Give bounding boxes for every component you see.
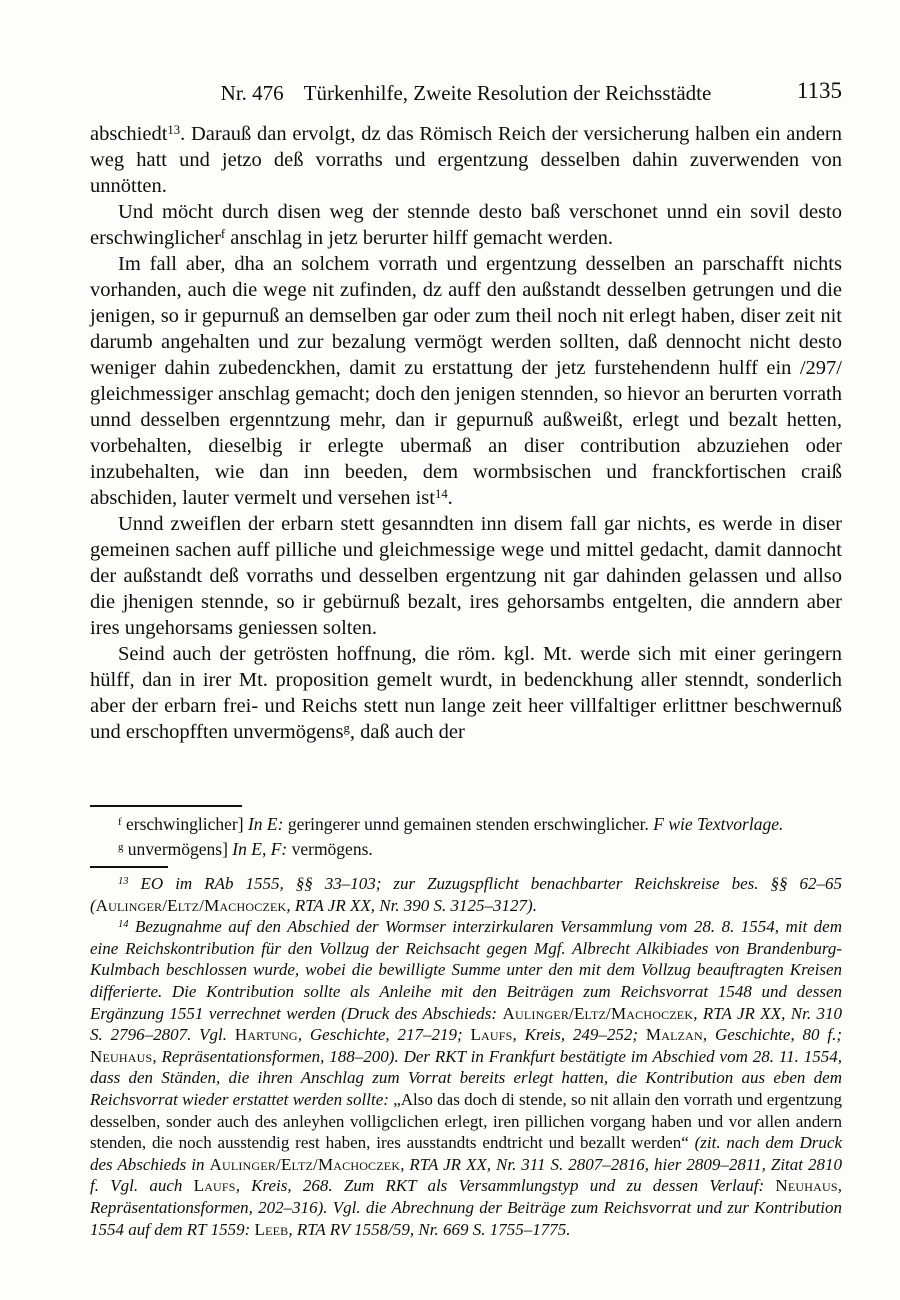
footnote-divider-rule (90, 866, 168, 868)
body-paragraph-3: Im fall aber, dha an solchem vorrath und ergentzung desselben an parschafft nichts vorhanden, auch die wege nit zufinden, dz auff den außstandt desselben getrungen und die jenigen, so ir gepurnuß an demselben gar oder zum theil noch nit erlegt haben, diser zeit nit darumb angehalten und zur bezalung vermögt werden sollten, daß dennocht nicht desto weniger dahin zubedenckhen, damit zu erstattung der jetz furstehendenn hulff ein /297/ gleichmessiger anschlag gemacht; doch den jenigen stennden, so hievor an berurten vorrath unnd desselben ergenntzung mehr, dan ir gepurnuß außweißt, erlegt und bezalt hetten, vorbehalten, dieselbig ir erlegte ubermaß an diser contribution abzuziehen oder inzubehalten, wie dan inn beeden, dem wormbsischen und franckfortischen craiß abschiden, lauter vermelt und versehen ist$^{14}$. (90, 253, 842, 509)
document-number: Nr. 476 (220, 81, 284, 105)
footnote-13: $^{13}$ EO im RAb 1555, §§ 33–103; zur Zuzugspflicht benachbarter Reichskreise bes. §§ 62–65 (Aulinger/Eltz/Machoczek, RTA JR XX, Nr. 390 S. 3125–3127). (90, 874, 842, 915)
body-paragraph-1: abschiedt$^{13}$. Darauß dan ervolgt, dz das Römisch Reich der versicherung halben ein andern weg hatt und jetzo deß vorraths und ergentzung desselben dahin zuverwenden von unnötten. (90, 123, 842, 197)
page-number: 1135 (796, 78, 842, 103)
body-paragraph-2: Und möcht durch disen weg der stennde desto baß verschonet unnd ein sovil desto erschwinglicher$^f$ anschlag in jetz berurter hilff gemacht werden. (90, 201, 842, 249)
apparatus-note-f: $^f$ erschwinglicher] In E: geringerer unnd gemainen stenden erschwinglicher. F wie Textvorlage. (118, 814, 784, 834)
body-paragraph-5: Seind auch der getrösten hoffnung, die röm. kgl. Mt. werde sich mit einer geringern hülff, dan in irer Mt. proposition gemelt wurdt, in bedenckhung aller stenndt, sonderlich aber der erbarn frei- und Reichs stett nun lange zeit heer villfaltiger erlittner beschwernuß und erschopfften unvermögens$^g$, daß auch der (90, 643, 842, 743)
apparatus-note-g: $^g$ unvermögens] In E, F: vermögens. (118, 839, 373, 859)
running-header (90, 80, 842, 106)
body-paragraph-4: Unnd zweiflen der erbarn stett gesanndten inn disem fall gar nichts, es werde in diser gemeinen sachen auff pilliche und gleichmessige wege und mittel gedacht, damit dannocht der außstandt deß vorraths und desselben ergentzung nit gar dahinden gelassen und allso die jhenigen stennde, so ir gebürnuß bezalt, ires gehorsambs entgelten, die anndern aber ires ungehorsams geniessen solten. (90, 513, 842, 639)
main-text-block (90, 121, 842, 745)
apparatus-divider-rule (90, 805, 242, 807)
header-title (90, 80, 842, 106)
document-title-text: Türkenhilfe, Zweite Resolution der Reichsstädte (303, 81, 712, 105)
critical-apparatus-block (90, 812, 842, 862)
footnotes-block (90, 873, 842, 1240)
footnote-14: $^{14}$ Bezugnahme auf den Abschied der Wormser interzirkularen Versammlung vom 28. 8. 1554, mit dem eine Reichskontribution für den Vollzug der Reichsacht gegen Mgf. Albrecht Alkibiades von Brandenburg-Kulmbach beschlossen wurde, wobei die bewilligte Summe unter den mit dem Vollzug beauftragten Kreisen differierte. Die Kontribution sollte als Anleihe mit den Beiträgen zum Reichsvorrat 1548 und dessen Ergänzung 1551 verrechnet werden (Druck des Abschieds: Aulinger/Eltz/Machoczek, RTA JR XX, Nr. 310 S. 2796–2807. Vgl. Hartung, Geschichte, 217–219; Laufs, Kreis, 249–252; Malzan, Geschichte, 80 f.; Neuhaus, Repräsentationsformen, 188–200). Der RKT in Frankfurt bestätigte im Abschied vom 28. 11. 1554, dass den Ständen, die ihren Anschlag zum Vorrat bereits erlegt hatten, die Kontribution aus eben dem Reichsvorrat wieder erstattet werden sollte: „Also das doch di stende, so nit allain den vorrath und ergentzung desselben, sonder auch des anleyhen volligclichen erlegt, iren pillichen vorgang haben und vor allen andern stenden, die noch ausstendig rest haben, ires ausstandts endtricht und bezallt werden“ (zit. nach dem Druck des Abschieds in Aulinger/Eltz/Machoczek, RTA JR XX, Nr. 311 S. 2807–2816, hier 2809–2811, Zitat 2810 f. Vgl. auch Laufs, Kreis, 268. Zum RKT als Versammlungstyp und zu dessen Verlauf: Neuhaus, Repräsentationsformen, 202–316). Vgl. die Abrechnung der Beiträge zum Reichsvorrat und zur Kontribution 1554 auf dem RT 1559: Leeb, RTA RV 1558/59, Nr. 669 S. 1755–1775. (90, 917, 843, 1239)
